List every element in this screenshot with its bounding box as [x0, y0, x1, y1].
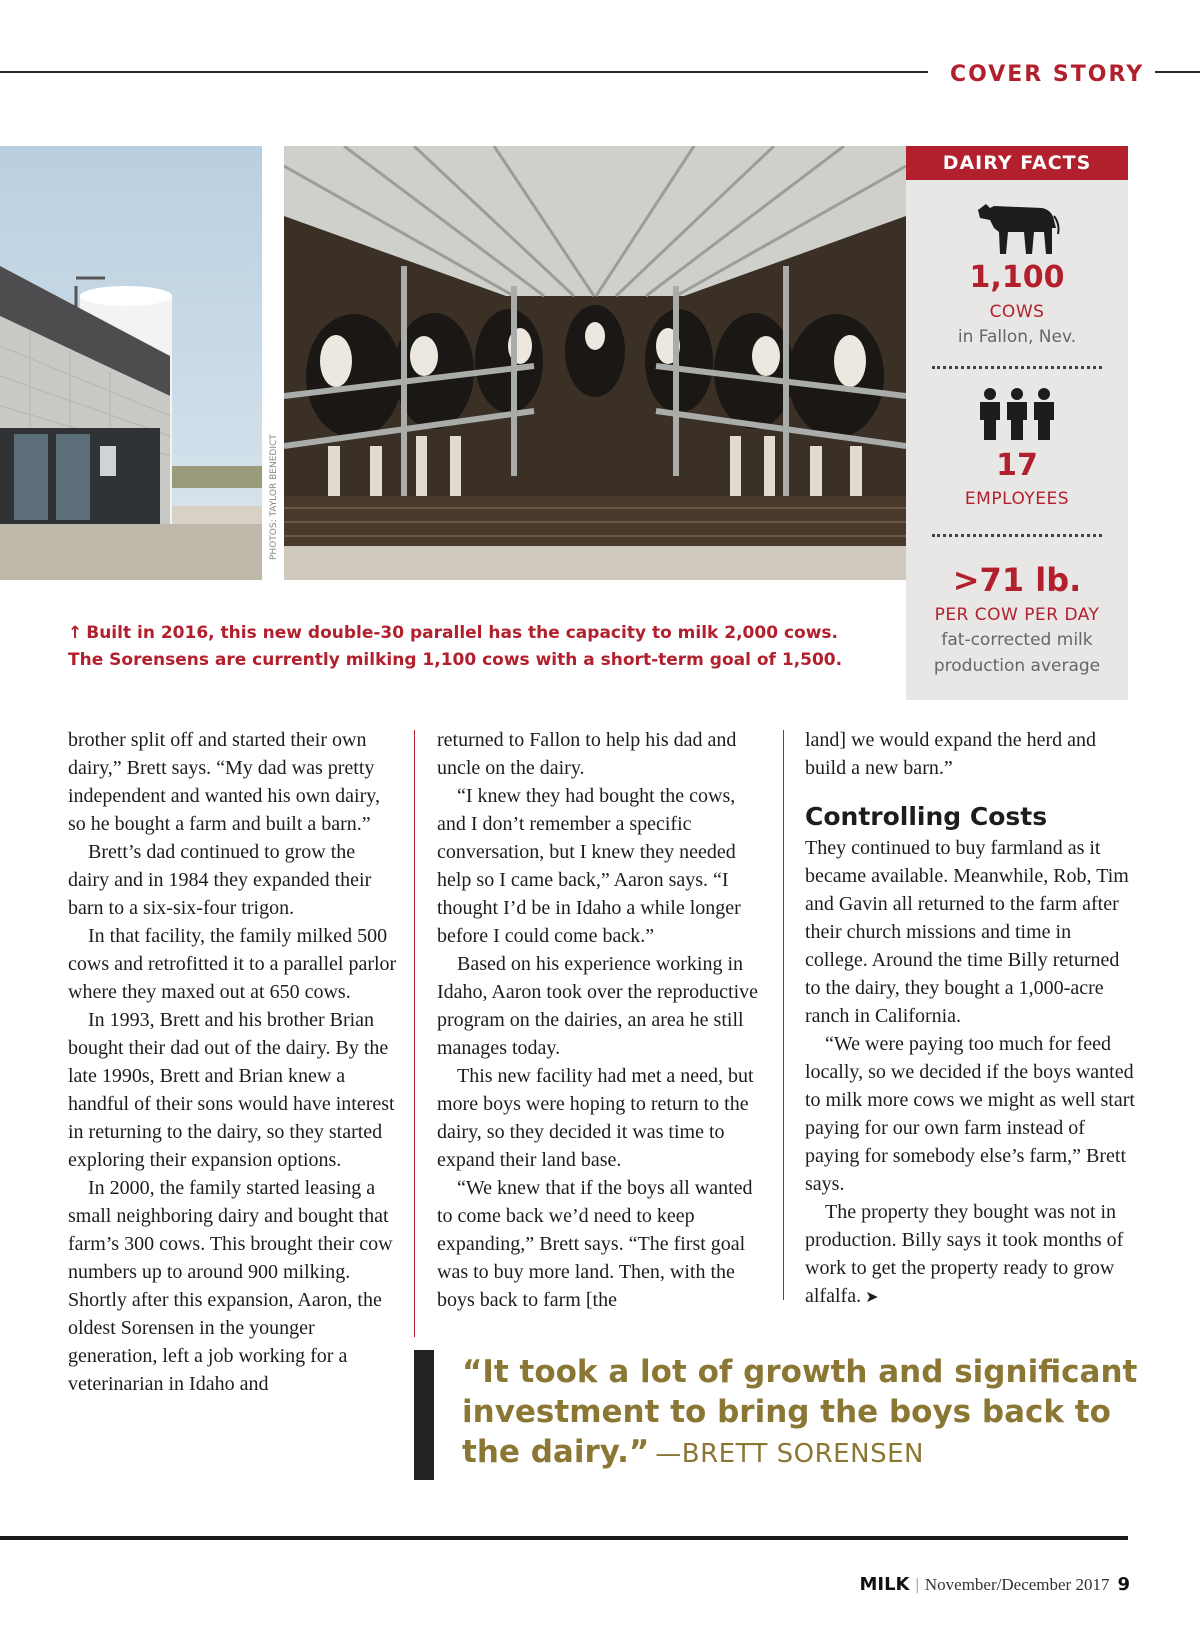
employees-unit: EMPLOYEES [964, 489, 1070, 509]
paragraph: In that facility, the family milked 500 cows and retrofitted it to a parallel parlor where they maxed out at 650 cows. [68, 925, 397, 1003]
subhead: Controlling Costs [805, 802, 1048, 831]
photo-caption [68, 620, 868, 680]
production-value: >71 lb. [952, 561, 1082, 599]
paragraph-text: The property they bought was not in production. Billy says it took months of work to get the property ready to grow alfalfa. [805, 1201, 1124, 1307]
pull-quote-attribution: —BRETT SORENSEN [655, 1439, 924, 1469]
magazine-logo: MILK [859, 1574, 910, 1595]
pull-quote [462, 1352, 1162, 1492]
employees-count: 17 [996, 448, 1038, 483]
cow-icon [972, 198, 1062, 258]
paragraph: In 1993, Brett and his brother Brian bought their dad out of the dairy. By the late 1990s, Brett and Brian knew a handful of their sons would have interest in returning to the dairy, so they started exploring their expansion options. [68, 1009, 395, 1171]
article-column-1 [68, 726, 398, 1486]
production-desc-2: production average [933, 656, 1101, 676]
paragraph: In 2000, the family started leasing a small neighboring dairy and bought that farm’s 300 cows. This brought their cow numbers up to around 900 milking. Shortly after this expansion, Aaron, the oldest Sorensen in the younger generation, left a job working for a veterinarian in Idaho and [68, 1177, 393, 1395]
column-divider [414, 730, 415, 1337]
issue-date: November/December 2017 [924, 1575, 1110, 1594]
paragraph: land] we would expand the herd and build a new barn.” [805, 729, 1097, 779]
pull-quote-text: “It took a lot of growth and significant investment to bring the boys back to the dairy.” [462, 1354, 1138, 1470]
paragraph: Based on his experience working in Idaho, Aaron took over the reproductive program on the dairies, an area he still manages today. [437, 953, 759, 1059]
production-unit: PER COW PER DAY [934, 605, 1100, 625]
paragraph: This new facility had met a need, but more boys were hoping to return to the dairy, so they decided it was time to expand their land base. [437, 1065, 754, 1171]
page-footer [820, 1570, 1130, 1600]
section-label: COVER STORY [950, 62, 1145, 87]
dairy-facts-title: DAIRY FACTS [906, 146, 1128, 180]
paragraph: “We knew that if the boys all wanted to come back we’d need to keep expanding,” Brett says. “The first goal was to buy more land. Then, with the boys back to farm [the [437, 1177, 753, 1311]
cows-location: in Fallon, Nev. [957, 327, 1077, 347]
page-number: 9 [1117, 1574, 1130, 1595]
building-photo [0, 146, 262, 580]
paragraph: They continued to buy farmland as it became available. Meanwhile, Rob, Tim and Gavin all returned to the farm after their church missions and time in college. Around the time Billy returned to the dairy, they bought a 1,000-acre ranch in California. [805, 837, 1129, 1027]
article-column-2 [437, 726, 767, 1311]
end-arrow-icon: ➤ [865, 1289, 879, 1306]
up-arrow-icon: ↑ [68, 623, 83, 643]
paragraph: brother split off and started their own dairy,” Brett says. “My dad was pretty independent and wanted his own dairy, so he bought a farm and built a barn.” [68, 729, 380, 835]
photo-credit: PHOTOS: TAYLOR BENEDICT [269, 434, 279, 560]
column-divider [783, 730, 784, 1300]
footer-separator: | [915, 1575, 919, 1594]
cows-count: 1,100 [969, 260, 1065, 295]
production-desc-1: fat-corrected milk [941, 630, 1093, 650]
header-rule-right [1155, 71, 1200, 73]
milking-parlor-photo [284, 146, 906, 580]
paragraph: “We were paying too much for feed locally, so we decided if the boys wanted to milk more cows we might as well start paying for our own farm instead of paying for somebody else’s farm,” Brett says. [805, 1033, 1135, 1195]
caption-text: Built in 2016, this new double-30 parallel has the capacity to milk 2,000 cows. The Sorensens are currently milking 1,100 cows with a short-term goal of 1,500. [68, 623, 843, 670]
footer-rule [0, 1536, 1128, 1540]
paragraph: Brett’s dad continued to grow the dairy and in 1984 they expanded their barn to a six-six-four trigon. [68, 841, 372, 919]
pull-quote-bar [414, 1350, 434, 1480]
paragraph-final [805, 1198, 1135, 1312]
article-column-3 [805, 726, 1135, 1306]
header-rule-left [0, 71, 928, 73]
paragraph: “I knew they had bought the cows, and I don’t remember a specific conversation, but I knew they needed help so I came back,” Aaron says. “I thought I’d be in Idaho a while longer before I could come back.” [437, 785, 741, 947]
facts-divider [932, 534, 1102, 537]
paragraph: returned to Fallon to help his dad and uncle on the dairy. [437, 729, 737, 779]
cows-unit: COWS [989, 302, 1045, 322]
people-icon [976, 388, 1058, 440]
facts-divider [932, 366, 1102, 369]
